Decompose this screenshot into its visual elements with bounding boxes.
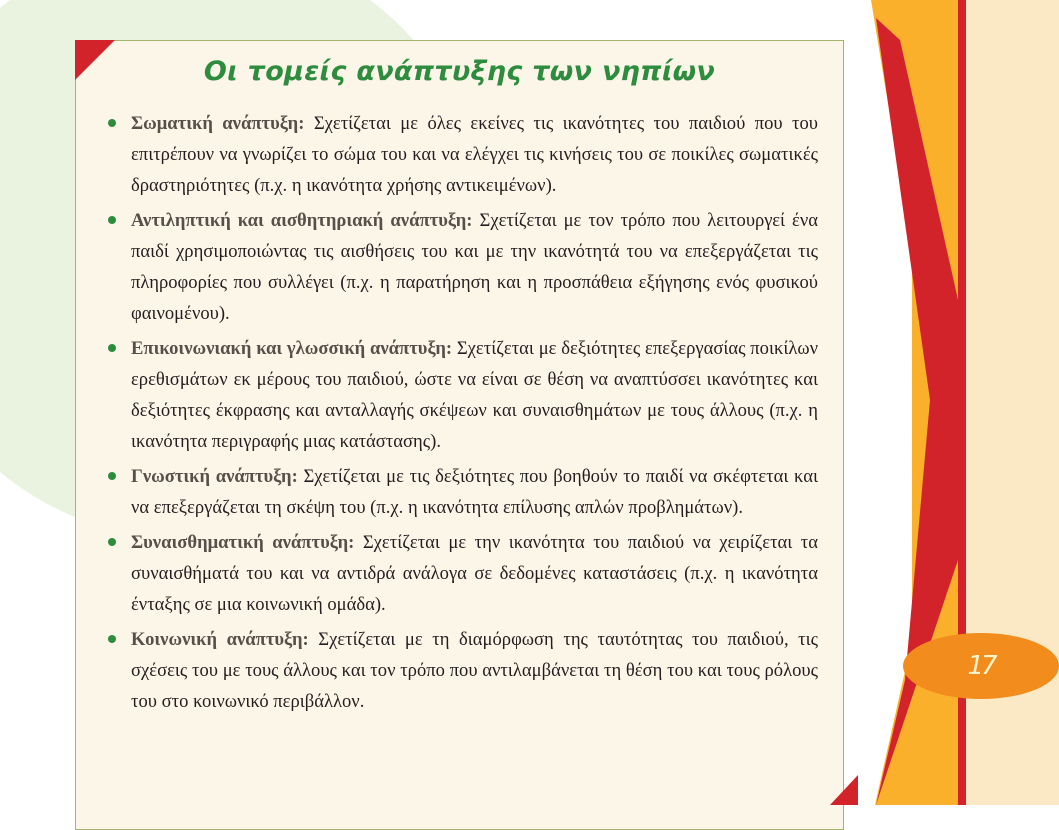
item-text: Σχετίζεται με την ικανότητα του παιδιού να χειρίζεται τα συναισθήματά του και να αντιδρά ανάλογα σε δεδομένες καταστάσεις (π.χ. η ικανότητα ένταξης σε μια κοινωνική ομάδα). <box>131 532 818 615</box>
bullet-icon <box>108 472 116 480</box>
list-item-social <box>106 624 818 717</box>
bullet-icon <box>108 344 116 352</box>
item-term: Αντιληπτική και αισθητηριακή ανάπτυξη: <box>131 210 473 231</box>
item-term: Επικοινωνιακή και γλωσσική ανάπτυξη: <box>131 338 453 359</box>
item-text: Σχετίζεται με όλες εκείνες τις ικανότητες του παιδιού που του επιτρέπουν να γνωρίζει το σώμα του και να ελέγχει τις κινήσεις του σε ποικίλες σωματικές δραστηριότητες (π.χ. η ικανότητα χρήσης αντικειμένων). <box>131 113 818 196</box>
bullet-icon <box>108 119 116 127</box>
item-text: Σχετίζεται με τις δεξιότητες που βοηθούν το παιδί να σκέφτεται και να επεξεργάζεται τη σκέψη του (π.χ. η ικανότητα επίλυσης απλών προβλημάτων). <box>131 466 818 518</box>
item-term: Γνωστική ανάπτυξη: <box>131 466 298 487</box>
list-item-emotional <box>106 527 818 620</box>
item-text: Σχετίζεται με δεξιότητες επεξεργασίας ποικίλων ερεθισμάτων εκ μέρους του παιδιού, ώστε να είναι σε θέση να αναπτύσσει ικανότητες και δεξιότητες έκφρασης και ανταλλαγής σκέψεων και συναισθημάτων με τους άλλους (π.χ. η ικανότητα περιγραφής μιας κατάστασης). <box>131 338 818 452</box>
item-text: Σχετίζεται με τον τρόπο που λειτουργεί ένα παιδί χρησιμοποιώντας τις αισθήσεις του και με την ικανότητά του να επεξεργάζεται τις πληροφορίες που συλλέγει (π.χ. η παρατήρηση και η προσπάθεια εξήγησης ενός φυσικού φαινομένου). <box>131 210 818 324</box>
page-number: 17 <box>967 651 995 681</box>
list-item-communication <box>106 333 818 457</box>
card-corner-bottom-right <box>818 775 858 805</box>
list-item-physical <box>106 108 818 201</box>
item-term: Συναισθηματική ανάπτυξη: <box>131 532 355 553</box>
item-term: Κοινωνική ανάπτυξη: <box>131 629 309 650</box>
page-title: Οι τομείς ανάπτυξης των νηπίων <box>203 56 716 87</box>
item-text: Σχετίζεται με τη διαμόρφωση της ταυτότητας του παιδιού, τις σχέσεις του με τους άλλους και τον τρόπο που αντιλαμβάνεται τη θέση του και τους ρόλους του στο κοινωνικό περιβάλλον. <box>131 629 818 712</box>
bullet-icon <box>108 216 116 224</box>
list-item-perceptual <box>106 205 818 329</box>
page-number-badge <box>903 633 1059 699</box>
list-item-cognitive <box>106 461 818 523</box>
bullet-icon <box>108 635 116 643</box>
bullet-icon <box>108 538 116 546</box>
development-areas-list <box>106 108 818 721</box>
item-term: Σωματική ανάπτυξη: <box>131 113 305 134</box>
